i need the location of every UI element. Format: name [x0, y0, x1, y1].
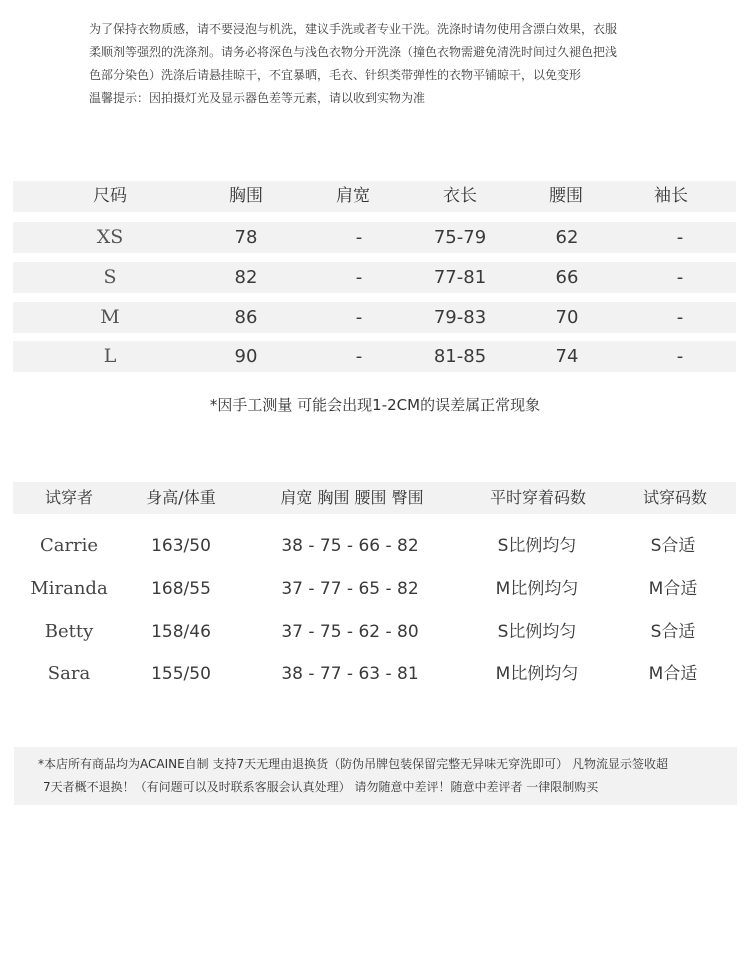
sleeve-cell: - [676, 307, 684, 328]
bust-cell: 82 [234, 267, 258, 288]
tried-size-cell: S合适 [650, 536, 696, 556]
model-name: Carrie [39, 535, 99, 556]
table-row [13, 614, 736, 650]
model-name: Betty [44, 621, 94, 642]
usual-size-cell: S比例均匀 [497, 622, 577, 642]
care-instructions [89, 18, 669, 110]
header-bust: 胸围 [229, 186, 263, 206]
bust-cell: 86 [234, 307, 258, 328]
measurements-cell: 37 - 75 - 62 - 80 [281, 622, 419, 642]
table-row [13, 571, 736, 607]
usual-size-cell: M比例均匀 [495, 664, 579, 684]
length-cell: 75-79 [433, 227, 487, 248]
measurements-cell: 38 - 77 - 63 - 81 [281, 664, 419, 684]
sleeve-cell: - [676, 346, 684, 367]
size-cell: S [103, 266, 117, 288]
policy-line: 7天者概不退换！（有问题可以及时联系客服会认真处理） 请勿随意中差评！随意中差评者 一律限制购买 [43, 780, 599, 794]
height-weight-cell: 155/50 [151, 664, 211, 684]
model-name: Sara [47, 663, 91, 684]
care-line: 为了保持衣物质感，请不要浸泡与机洗，建议手洗或者专业干洗。洗涤时请勿使用含漂白效果，衣服 [89, 22, 618, 36]
sleeve-cell: - [676, 227, 684, 248]
measurements-cell: 37 - 77 - 65 - 82 [281, 579, 419, 599]
tried-size-cell: S合适 [650, 622, 696, 642]
table-row [13, 341, 736, 372]
model-name: Miranda [30, 578, 108, 599]
usual-size-cell: S比例均匀 [497, 536, 577, 556]
tried-size-cell: M合适 [648, 664, 698, 684]
table-row [13, 262, 736, 293]
header-measurements: 肩宽 胸围 腰围 臀围 [280, 488, 424, 507]
header-sleeve: 袖长 [654, 186, 688, 206]
bust-cell: 90 [234, 346, 258, 367]
care-line: 色部分染色）洗涤后请悬挂晾干，不宜暴晒，毛衣、针织类带弹性的衣物平铺晾干，以免变形 [89, 68, 582, 82]
header-waist: 腰围 [549, 186, 583, 206]
header-height-weight: 身高/体重 [146, 488, 216, 507]
header-tried-size: 试穿码数 [642, 488, 708, 507]
table-row [13, 656, 736, 692]
shoulder-cell: - [355, 267, 363, 288]
waist-cell: 62 [555, 227, 579, 248]
table-row [13, 302, 736, 333]
policy-line: *本店所有商品均为ACAINE自制 支持7天无理由退换货（防伪吊牌包装保留完整无异味无穿洗即可） 凡物流显示签收超 [38, 757, 668, 771]
measurement-note: *因手工测量 可能会出现1-2CM的误差属正常现象 [209, 396, 541, 414]
usual-size-cell: M比例均匀 [495, 579, 579, 599]
shoulder-cell: - [355, 307, 363, 328]
header-usual-size: 平时穿着码数 [489, 488, 587, 507]
waist-cell: 70 [555, 307, 579, 328]
height-weight-cell: 158/46 [151, 622, 211, 642]
shoulder-cell: - [355, 346, 363, 367]
size-cell: XS [96, 226, 124, 248]
header-size: 尺码 [93, 186, 127, 206]
size-cell: M [100, 306, 120, 328]
shoulder-cell: - [355, 227, 363, 248]
tried-size-cell: M合适 [648, 579, 698, 599]
header-shoulder: 肩宽 [336, 186, 370, 206]
length-cell: 77-81 [433, 267, 487, 288]
waist-cell: 74 [555, 346, 579, 367]
length-cell: 81-85 [433, 346, 487, 367]
size-cell: L [103, 345, 117, 367]
length-cell: 79-83 [433, 307, 487, 328]
bust-cell: 78 [234, 227, 258, 248]
table-row [13, 528, 736, 564]
care-line: 温馨提示：因拍摄灯光及显示器色差等元素，请以收到实物为准 [89, 91, 426, 105]
care-line: 柔顺剂等强烈的洗涤剂。请务必将深色与浅色衣物分开洗涤（撞色衣物需避免清洗时间过久褪色把浅 [89, 45, 618, 59]
store-policy-notice [14, 747, 737, 805]
sleeve-cell: - [676, 267, 684, 288]
measurements-cell: 38 - 75 - 66 - 82 [281, 536, 419, 556]
waist-cell: 66 [555, 267, 579, 288]
size-table-header [13, 181, 736, 212]
header-model: 试穿者 [44, 488, 94, 507]
fit-table-header [13, 482, 736, 514]
table-row [13, 222, 736, 253]
height-weight-cell: 163/50 [151, 536, 211, 556]
height-weight-cell: 168/55 [151, 579, 211, 599]
header-length: 衣长 [443, 186, 477, 206]
